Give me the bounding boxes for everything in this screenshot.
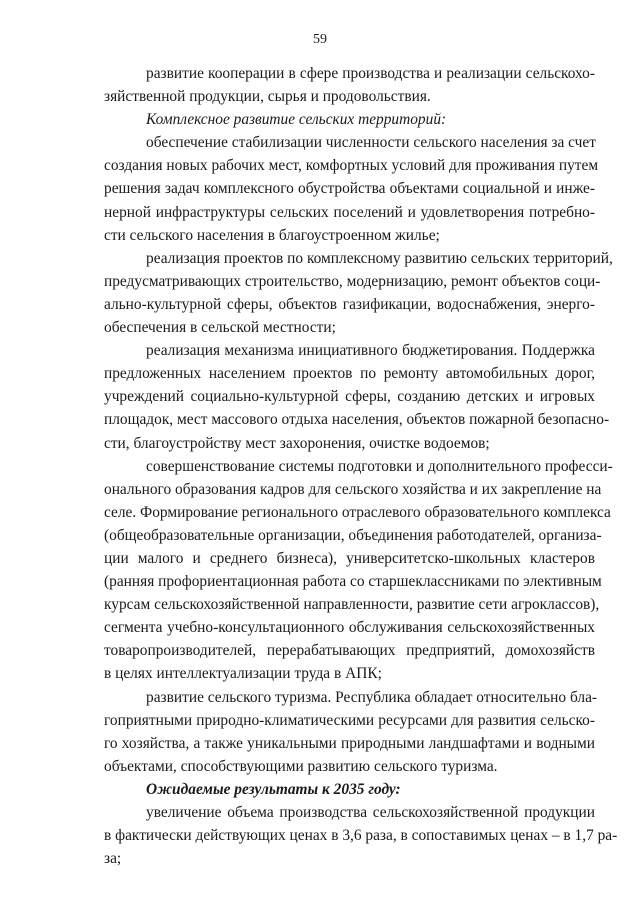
body-text xyxy=(104,62,618,870)
section-heading: Ожидаемые результаты к 2035 году: xyxy=(146,780,401,798)
paragraph-line: обеспечения в сельской местности; xyxy=(104,319,336,337)
paragraph-line: (ранняя профориентационная работа со старшеклассниками по элективным xyxy=(104,573,602,591)
paragraph-line: зяйственной продукции, сырья и продовольствия. xyxy=(104,88,431,106)
paragraph-line: за; xyxy=(104,850,122,868)
paragraph-line: обеспечение стабилизации численности сельского населения за счет xyxy=(146,134,596,152)
paragraph-line: сти сельского населения в благоустроенном жилье; xyxy=(104,226,440,244)
paragraph-line: предложенных населением проектов по ремонту автомобильных дорог, xyxy=(104,365,595,383)
paragraph-line: реализация проектов по комплексному развитию сельских территорий, xyxy=(146,249,613,267)
section-heading: Комплексное развитие сельских территорий: xyxy=(146,111,447,129)
page-number: 59 xyxy=(313,32,327,47)
paragraph-line: в целях интеллектуализации труда в АПК; xyxy=(104,665,382,683)
paragraph-line: гоприятными природно-климатическими ресурсами для развития сельско- xyxy=(104,711,595,729)
paragraph-line: совершенствование системы подготовки и дополнительного професси- xyxy=(146,457,613,475)
paragraph-line: увеличение объема производства сельскохозяйственной продукции xyxy=(146,804,595,821)
paragraph-line: реализация механизма инициативного бюджетирования. Поддержка xyxy=(146,342,595,360)
paragraph-line: ции малого и среднего бизнеса), университетско-школьных кластеров xyxy=(104,549,595,567)
paragraph-line: ально-культурной сферы, объектов газификации, водоснабжения, энерго- xyxy=(104,295,595,313)
paragraph-line: создания новых рабочих мест, комфортных условий для проживания путем xyxy=(104,157,599,175)
paragraph-line: решения задач комплексного обустройства объектами социальной и инже- xyxy=(104,180,595,198)
paragraph-line: предусматривающих строительство, модернизацию, ремонт объектов соци- xyxy=(104,272,601,290)
paragraph-line: нерной инфраструктуры сельских поселений и удовлетворения потребно- xyxy=(104,203,595,221)
paragraph-line: площадок, мест массового отдыха населения, объектов пожарной безопасно- xyxy=(104,411,610,429)
paragraph-line: учреждений социально-культурной сферы, созданию детских и игровых xyxy=(104,388,595,406)
paragraph-line: объектами, способствующими развитию сельского туризма. xyxy=(104,757,498,775)
paragraph-line: развитие кооперации в сфере производства и реализации сельскохо- xyxy=(146,65,595,82)
paragraph-line: в фактически действующих ценах в 3,6 раза, в сопоставимых ценах – в 1,7 ра- xyxy=(104,827,618,845)
paragraph-line: курсам сельскохозяйственной направленности, развитие сети агроклассов), xyxy=(104,596,600,614)
paragraph-line: сегмента учебно-консультационного обслуживания сельскохозяйственных xyxy=(104,619,595,637)
paragraph-line: го хозяйства, а также уникальными природными ландшафтами и водными xyxy=(104,734,595,752)
paragraph-line: селе. Формирование регионального отраслевого образовательного комплекса xyxy=(104,503,611,521)
paragraph-line: развитие сельского туризма. Республика обладает относительно бла- xyxy=(146,688,598,706)
paragraph-line: онального образования кадров для сельского хозяйства и их закрепление на xyxy=(104,480,602,498)
paragraph-line: (общеобразовательные организации, объединения работодателей, организа- xyxy=(104,526,602,544)
paragraph-line: товаропроизводителей, перерабатывающих предприятий, домохозяйств xyxy=(104,642,595,660)
paragraph-line: сти, благоустройству мест захоронения, очистке водоемов; xyxy=(104,434,490,452)
